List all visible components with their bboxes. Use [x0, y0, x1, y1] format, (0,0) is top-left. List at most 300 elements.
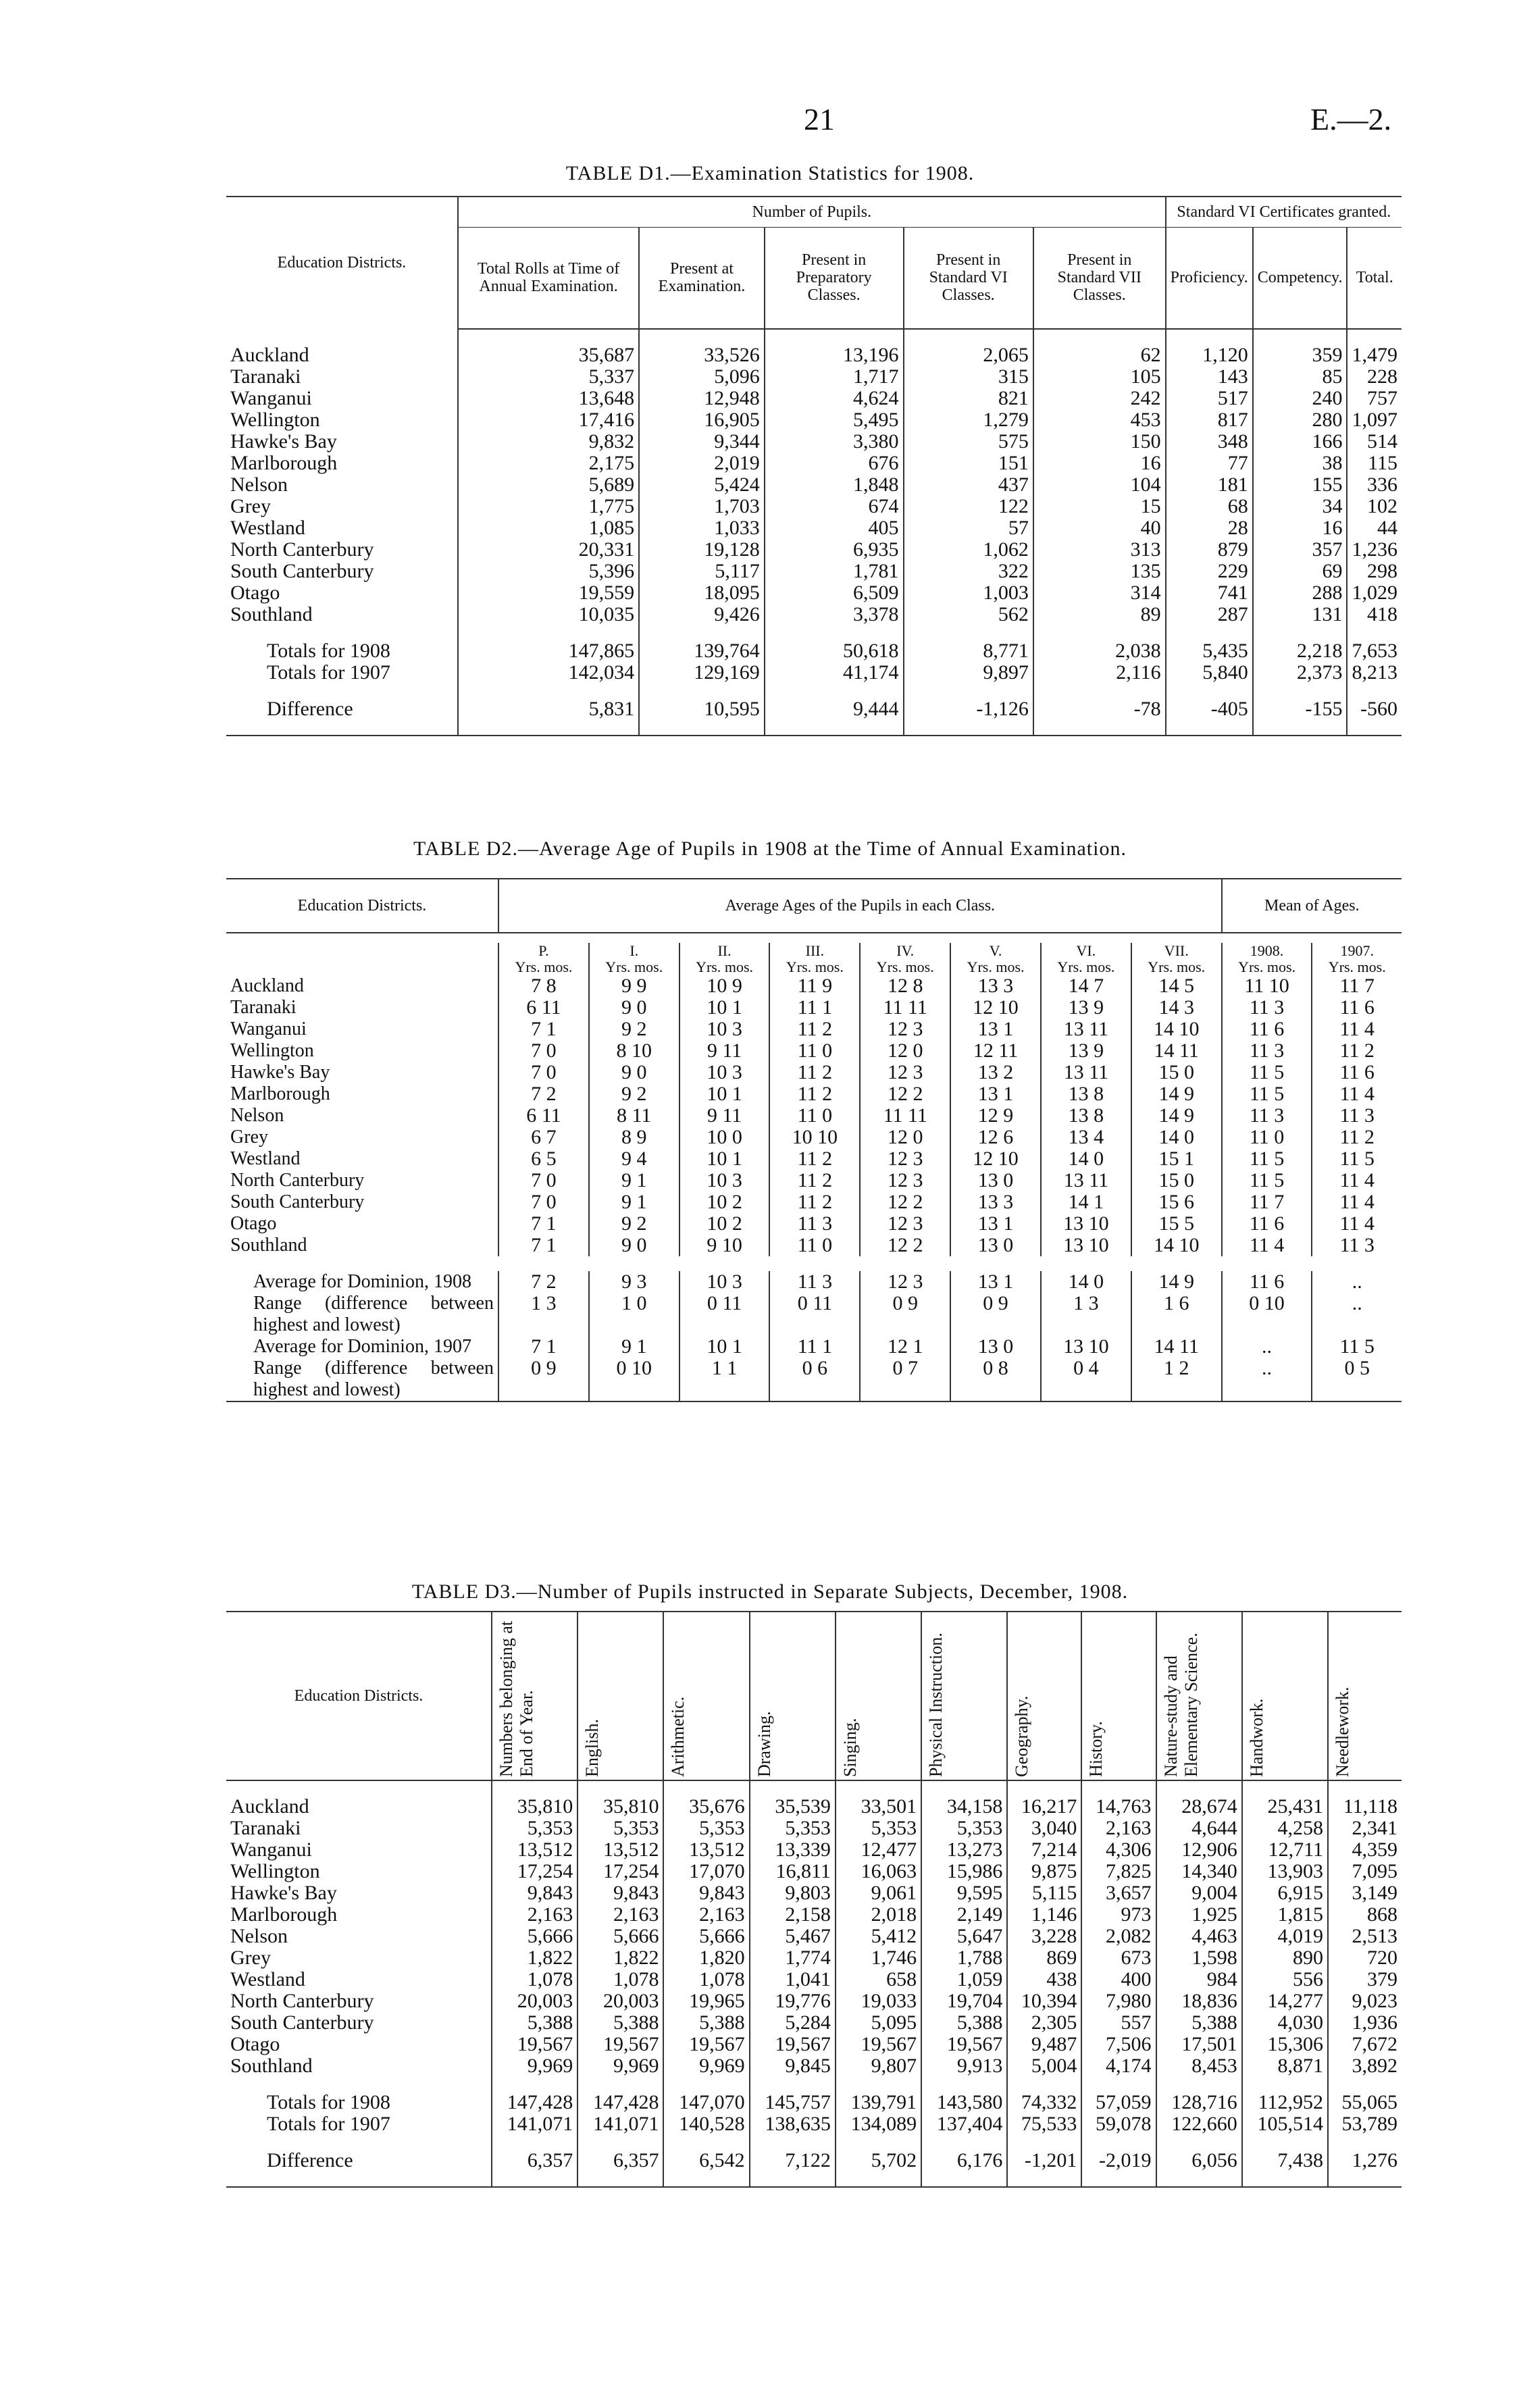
- cell-value: 1,003: [904, 582, 1033, 604]
- district-name: Southland: [230, 2055, 313, 2077]
- cell-value: 817: [1166, 409, 1253, 431]
- cell-value: 74,332: [1007, 2092, 1081, 2113]
- table-row: [226, 2113, 1402, 2135]
- table-row: [226, 1105, 1402, 1127]
- cell-value: 6,176: [921, 2150, 1007, 2171]
- age-value: 12 0: [860, 1040, 950, 1062]
- age-value: 11 2: [769, 1170, 860, 1191]
- table-row: [226, 1882, 1402, 1904]
- cell-value: 6,357: [578, 2150, 663, 2171]
- cell-value: 9,913: [921, 2055, 1007, 2077]
- table-row: [226, 975, 1402, 997]
- cell-value: 2,082: [1081, 1926, 1156, 1947]
- age-value: 0 5: [1312, 1358, 1402, 1401]
- cell-value: 2,341: [1328, 1818, 1402, 1839]
- age-value: 9 0: [589, 1062, 679, 1083]
- cell-value: 35,810: [578, 1796, 663, 1818]
- cell-value: 287: [1166, 604, 1253, 625]
- age-value: 11 9: [769, 975, 860, 997]
- cell-value: 147,428: [492, 2092, 578, 2113]
- table-row: [226, 1083, 1402, 1105]
- cell-value: 9,897: [904, 662, 1033, 684]
- age-value: 14 9: [1131, 1083, 1222, 1105]
- cell-value: 5,831: [458, 698, 639, 720]
- age-value: 11 10: [1222, 975, 1312, 997]
- cell-value: 720: [1328, 1947, 1402, 1969]
- cell-value: 102: [1347, 496, 1402, 517]
- cell-value: 869: [1007, 1947, 1081, 1969]
- cell-value: 3,228: [1007, 1926, 1081, 1947]
- age-value: 11 0: [769, 1040, 860, 1062]
- age-value: 9 4: [589, 1148, 679, 1170]
- cell-value: 150: [1033, 431, 1166, 453]
- age-value: 10 3: [679, 1271, 770, 1293]
- cell-value: 7,438: [1242, 2150, 1328, 2171]
- age-value: 9 0: [589, 1235, 679, 1256]
- table-row: [226, 2012, 1402, 2034]
- cell-value: 16,217: [1007, 1796, 1081, 1818]
- age-value: 14 9: [1131, 1271, 1222, 1293]
- class-header: 1908.: [1222, 943, 1312, 959]
- cell-value: 134,089: [836, 2113, 921, 2135]
- district-name: South Canterbury: [230, 2011, 374, 2034]
- cell-value: 1,717: [765, 366, 904, 388]
- cell-value: 288: [1253, 582, 1348, 604]
- cell-value: 104: [1033, 474, 1166, 496]
- cell-value: 5,115: [1007, 1882, 1081, 1904]
- cell-value: 19,033: [836, 1990, 921, 2012]
- age-value: 11 3: [769, 1213, 860, 1235]
- age-value: 12 11: [950, 1040, 1041, 1062]
- cell-value: 315: [904, 366, 1033, 388]
- cell-value: 19,567: [663, 2034, 749, 2055]
- header-col: Present at Examination.: [639, 228, 765, 329]
- cell-value: 34,158: [921, 1796, 1007, 1818]
- class-header: 1907.: [1312, 943, 1402, 959]
- cell-value: 9,426: [639, 604, 765, 625]
- cell-value: 5,004: [1007, 2055, 1081, 2077]
- cell-value: 7,122: [750, 2150, 836, 2171]
- age-value: 7 1: [498, 1019, 589, 1040]
- cell-value: 348: [1166, 431, 1253, 453]
- age-value: 10 1: [679, 1336, 770, 1358]
- district-name: Totals for 1908: [267, 2091, 390, 2113]
- age-value: 13 1: [950, 1019, 1041, 1040]
- cell-value: 2,149: [921, 1904, 1007, 1926]
- table-row: [226, 604, 1402, 625]
- cell-value: 8,871: [1242, 2055, 1328, 2077]
- cell-value: 1,703: [639, 496, 765, 517]
- cell-value: 418: [1347, 604, 1402, 625]
- cell-value: 7,214: [1007, 1839, 1081, 1861]
- cell-value: 17,416: [458, 409, 639, 431]
- unit-header: Yrs. mos.: [860, 959, 950, 975]
- cell-value: 35,676: [663, 1796, 749, 1818]
- age-value: 13 3: [950, 1191, 1041, 1213]
- table-d3-title: TABLE D3.—Number of Pupils instructed in Separate Subjects, December, 1908.: [411, 1580, 1129, 1603]
- class-header: IV.: [860, 943, 950, 959]
- cell-value: 1,085: [458, 517, 639, 539]
- cell-value: 1,041: [750, 1969, 836, 1990]
- cell-value: 147,428: [578, 2092, 663, 2113]
- cell-value: 105: [1033, 366, 1166, 388]
- cell-value: 4,644: [1156, 1818, 1242, 1839]
- district-name: Westland: [230, 1148, 301, 1169]
- age-value: 8 11: [589, 1105, 679, 1127]
- age-value: 12 2: [860, 1191, 950, 1213]
- cell-value: 229: [1166, 561, 1253, 582]
- age-value: 8 9: [589, 1127, 679, 1148]
- table-row: [226, 344, 1402, 366]
- district-name: Hawke's Bay: [230, 1882, 337, 1904]
- cell-value: 5,353: [663, 1818, 749, 1839]
- cell-value: 676: [765, 453, 904, 474]
- age-value: 7 8: [498, 975, 589, 997]
- cell-value: 984: [1156, 1969, 1242, 1990]
- class-header: VI.: [1041, 943, 1131, 959]
- cell-value: 138,635: [750, 2113, 836, 2135]
- cell-value: 2,218: [1253, 640, 1348, 662]
- cell-value: 2,158: [750, 1904, 836, 1926]
- cell-value: 6,056: [1156, 2150, 1242, 2171]
- difference-row: [226, 698, 1402, 720]
- cell-value: 20,003: [578, 1990, 663, 2012]
- age-value: 14 3: [1131, 997, 1222, 1019]
- cell-value: 517: [1166, 388, 1253, 409]
- cell-value: 437: [904, 474, 1033, 496]
- district-name: Southland: [230, 602, 313, 625]
- cell-value: 12,711: [1242, 1839, 1328, 1861]
- age-value: 6 7: [498, 1127, 589, 1148]
- cell-value: 44: [1347, 517, 1402, 539]
- cell-value: 4,463: [1156, 1926, 1242, 1947]
- table-row: [226, 1839, 1402, 1861]
- table-d2-title: TABLE D2.—Average Age of Pupils in 1908 at the Time of Annual Examination.: [413, 838, 1127, 860]
- cell-value: 129,169: [639, 662, 765, 684]
- district-name: Wellington: [230, 1860, 320, 1882]
- cell-value: 166: [1253, 431, 1348, 453]
- age-value: 13 4: [1041, 1127, 1131, 1148]
- age-value: 9 1: [589, 1336, 679, 1358]
- cell-value: 322: [904, 561, 1033, 582]
- cell-value: 9,487: [1007, 2034, 1081, 2055]
- cell-value: 5,337: [458, 366, 639, 388]
- cell-value: 35,539: [750, 1796, 836, 1818]
- age-value: 11 4: [1312, 1019, 1402, 1040]
- cell-value: 15: [1033, 496, 1166, 517]
- cell-value: 5,353: [492, 1818, 578, 1839]
- age-value: 10 1: [679, 997, 770, 1019]
- age-value: 7 2: [498, 1083, 589, 1105]
- district-name: Auckland: [230, 1795, 309, 1818]
- age-value: 11 3: [1222, 997, 1312, 1019]
- table-row: [226, 1062, 1402, 1083]
- age-value: 12 6: [950, 1127, 1041, 1148]
- age-value: 11 2: [769, 1019, 860, 1040]
- cell-value: 6,509: [765, 582, 904, 604]
- cell-value: 9,004: [1156, 1882, 1242, 1904]
- cell-value: 15,306: [1242, 2034, 1328, 2055]
- age-value: 6 11: [498, 997, 589, 1019]
- district-name: North Canterbury: [230, 1990, 374, 2012]
- table-row: [226, 2034, 1402, 2055]
- age-value: 11 6: [1222, 1019, 1312, 1040]
- cell-value: 1,822: [578, 1947, 663, 1969]
- age-value: 7 0: [498, 1170, 589, 1191]
- table-d1-title: TABLE D1.—Examination Statistics for 1908.: [565, 162, 975, 184]
- cell-value: 4,624: [765, 388, 904, 409]
- cell-value: 5,435: [1166, 640, 1253, 662]
- age-value: 12 3: [860, 1271, 950, 1293]
- cell-value: 2,305: [1007, 2012, 1081, 2034]
- age-value: 0 11: [769, 1293, 860, 1336]
- cell-value: 438: [1007, 1969, 1081, 1990]
- cell-value: 890: [1242, 1947, 1328, 1969]
- age-value: 13 1: [950, 1271, 1041, 1293]
- cell-value: 20,331: [458, 539, 639, 561]
- cell-value: 143: [1166, 366, 1253, 388]
- age-value: 7 0: [498, 1062, 589, 1083]
- cell-value: 140,528: [663, 2113, 749, 2135]
- district-name: Marlborough: [230, 451, 338, 474]
- class-header: III.: [769, 943, 860, 959]
- cell-value: 1,820: [663, 1947, 749, 1969]
- cell-value: 17,254: [578, 1861, 663, 1882]
- cell-value: 556: [1242, 1969, 1328, 1990]
- cell-value: 741: [1166, 582, 1253, 604]
- cell-value: 151: [904, 453, 1033, 474]
- age-value: 10 9: [679, 975, 770, 997]
- cell-value: 1,097: [1347, 409, 1402, 431]
- age-value: 9 10: [679, 1235, 770, 1256]
- header-col: Singing.: [840, 1718, 860, 1777]
- district-name: Difference: [267, 2149, 353, 2171]
- cell-value: 10,595: [639, 698, 765, 720]
- age-value: 7 0: [498, 1191, 589, 1213]
- cell-value: 5,467: [750, 1926, 836, 1947]
- table-row: [226, 1040, 1402, 1062]
- district-name: North Canterbury: [230, 1170, 365, 1191]
- age-value: 11 5: [1312, 1336, 1402, 1358]
- cell-value: 62: [1033, 344, 1166, 366]
- age-value: 11 0: [769, 1105, 860, 1127]
- cell-value: 1,479: [1347, 344, 1402, 366]
- age-value: 9 2: [589, 1083, 679, 1105]
- age-value: 13 1: [950, 1083, 1041, 1105]
- age-value: 11 5: [1222, 1148, 1312, 1170]
- cell-value: 5,647: [921, 1926, 1007, 1947]
- cell-value: 13,903: [1242, 1861, 1328, 1882]
- age-value: 9 11: [679, 1040, 770, 1062]
- cell-value: 4,306: [1081, 1839, 1156, 1861]
- cell-value: 5,353: [578, 1818, 663, 1839]
- age-value: 0 7: [860, 1358, 950, 1401]
- cell-value: 557: [1081, 2012, 1156, 2034]
- age-value: 9 2: [589, 1213, 679, 1235]
- age-value: 11 2: [1312, 1040, 1402, 1062]
- cell-value: -2,019: [1081, 2150, 1156, 2171]
- cell-value: 89: [1033, 604, 1166, 625]
- table-row: [226, 1336, 1402, 1358]
- header-number-group: Number of Pupils.: [458, 197, 1166, 228]
- age-value: 9 9: [589, 975, 679, 997]
- age-value: 11 5: [1222, 1062, 1312, 1083]
- age-value: 10 1: [679, 1148, 770, 1170]
- age-value: 11 4: [1312, 1213, 1402, 1235]
- table-row: [226, 388, 1402, 409]
- district-name: Nelson: [230, 473, 288, 496]
- cell-value: 2,163: [578, 1904, 663, 1926]
- cell-value: 879: [1166, 539, 1253, 561]
- table-d3: [226, 1611, 1402, 2188]
- table-row: [226, 1213, 1402, 1235]
- cell-value: 1,078: [663, 1969, 749, 1990]
- cell-value: 2,513: [1328, 1926, 1402, 1947]
- unit-header: Yrs. mos.: [1131, 959, 1222, 975]
- age-value: 14 7: [1041, 975, 1131, 997]
- cell-value: 13,648: [458, 388, 639, 409]
- cell-value: 821: [904, 388, 1033, 409]
- cell-value: 5,096: [639, 366, 765, 388]
- age-value: 11 0: [769, 1235, 860, 1256]
- cell-value: 2,163: [1081, 1818, 1156, 1839]
- district-name: Range (difference between highest and lowest): [253, 1358, 494, 1400]
- cell-value: 112,952: [1242, 2092, 1328, 2113]
- age-value: 0 8: [950, 1358, 1041, 1401]
- cell-value: 28: [1166, 517, 1253, 539]
- age-value: 11 6: [1222, 1271, 1312, 1293]
- table-row: [226, 453, 1402, 474]
- district-name: Grey: [230, 1947, 271, 1969]
- cell-value: 1,936: [1328, 2012, 1402, 2034]
- district-name: Grey: [230, 494, 271, 517]
- age-value: 14 0: [1041, 1148, 1131, 1170]
- age-value: 10 3: [679, 1062, 770, 1083]
- age-value: 11 5: [1222, 1083, 1312, 1105]
- cell-value: 1,078: [492, 1969, 578, 1990]
- cell-value: 155: [1253, 474, 1348, 496]
- class-header: II.: [679, 943, 770, 959]
- age-value: 13 3: [950, 975, 1041, 997]
- age-value: 11 6: [1312, 1062, 1402, 1083]
- cell-value: 18,095: [639, 582, 765, 604]
- table-row: [226, 1926, 1402, 1947]
- age-value: ..: [1312, 1271, 1402, 1293]
- cell-value: 1,925: [1156, 1904, 1242, 1926]
- table-row: [226, 1796, 1402, 1818]
- age-value: 0 10: [589, 1358, 679, 1401]
- table-row: [226, 1170, 1402, 1191]
- cell-value: 9,843: [492, 1882, 578, 1904]
- cell-value: 658: [836, 1969, 921, 1990]
- cell-value: 1,279: [904, 409, 1033, 431]
- cell-value: 12,477: [836, 1839, 921, 1861]
- age-value: 6 5: [498, 1148, 589, 1170]
- unit-header: Yrs. mos.: [679, 959, 770, 975]
- age-value: 11 11: [860, 1105, 950, 1127]
- age-value: 11 1: [769, 997, 860, 1019]
- age-value: 1 2: [1131, 1358, 1222, 1401]
- cell-value: 13,196: [765, 344, 904, 366]
- cell-value: 13,512: [663, 1839, 749, 1861]
- cell-value: 5,396: [458, 561, 639, 582]
- cell-value: -560: [1347, 698, 1402, 720]
- cell-value: 228: [1347, 366, 1402, 388]
- cell-value: 40: [1033, 517, 1166, 539]
- header-cert-group: Standard VI Certificates granted.: [1166, 197, 1402, 228]
- age-value: 14 1: [1041, 1191, 1131, 1213]
- cell-value: 4,019: [1242, 1926, 1328, 1947]
- cell-value: 5,388: [578, 2012, 663, 2034]
- cell-value: 7,095: [1328, 1861, 1402, 1882]
- table-row: [226, 640, 1402, 662]
- age-value: 0 9: [860, 1293, 950, 1336]
- age-value: 11 0: [1222, 1127, 1312, 1148]
- cell-value: 9,875: [1007, 1861, 1081, 1882]
- table-row: [226, 582, 1402, 604]
- age-value: 10 2: [679, 1191, 770, 1213]
- cell-value: 9,969: [578, 2055, 663, 2077]
- cell-value: 122: [904, 496, 1033, 517]
- age-value: ..: [1222, 1358, 1312, 1401]
- age-value: 14 9: [1131, 1105, 1222, 1127]
- header-col: Total Rolls at Time of Annual Examination.: [458, 228, 639, 329]
- age-value: 14 5: [1131, 975, 1222, 997]
- header-col: Present in Preparatory Classes.: [765, 228, 904, 329]
- cell-value: 6,542: [663, 2150, 749, 2171]
- cell-value: 9,845: [750, 2055, 836, 2077]
- cell-value: 33,501: [836, 1796, 921, 1818]
- age-value: 9 1: [589, 1170, 679, 1191]
- district-name: Otago: [230, 2033, 280, 2055]
- cell-value: 143,580: [921, 2092, 1007, 2113]
- table-row: [226, 409, 1402, 431]
- cell-value: 7,825: [1081, 1861, 1156, 1882]
- district-name: Taranaki: [230, 1817, 301, 1839]
- table-row: [226, 561, 1402, 582]
- age-value: 0 4: [1041, 1358, 1131, 1401]
- age-value: 15 1: [1131, 1148, 1222, 1170]
- cell-value: 68: [1166, 496, 1253, 517]
- cell-value: 12,948: [639, 388, 765, 409]
- age-value: 12 2: [860, 1235, 950, 1256]
- cell-value: 6,357: [492, 2150, 578, 2171]
- cell-value: 575: [904, 431, 1033, 453]
- cell-value: 128,716: [1156, 2092, 1242, 2113]
- cell-value: 673: [1081, 1947, 1156, 1969]
- cell-value: 3,040: [1007, 1818, 1081, 1839]
- cell-value: 357: [1253, 539, 1348, 561]
- cell-value: 9,344: [639, 431, 765, 453]
- cell-value: 5,353: [836, 1818, 921, 1839]
- cell-value: 5,666: [663, 1926, 749, 1947]
- cell-value: 405: [765, 517, 904, 539]
- district-name: Grey: [230, 1127, 268, 1148]
- age-value: 10 10: [769, 1127, 860, 1148]
- district-name: Nelson: [230, 1925, 288, 1947]
- cell-value: 359: [1253, 344, 1348, 366]
- age-value: 7 0: [498, 1040, 589, 1062]
- district-name: Range (difference between highest and lowest): [253, 1293, 494, 1335]
- cell-value: 314: [1033, 582, 1166, 604]
- age-value: 7 1: [498, 1213, 589, 1235]
- age-value: 0 9: [950, 1293, 1041, 1336]
- cell-value: 2,373: [1253, 662, 1348, 684]
- age-value: 14 11: [1131, 1336, 1222, 1358]
- cell-value: 181: [1166, 474, 1253, 496]
- age-value: 13 0: [950, 1336, 1041, 1358]
- cell-value: 9,832: [458, 431, 639, 453]
